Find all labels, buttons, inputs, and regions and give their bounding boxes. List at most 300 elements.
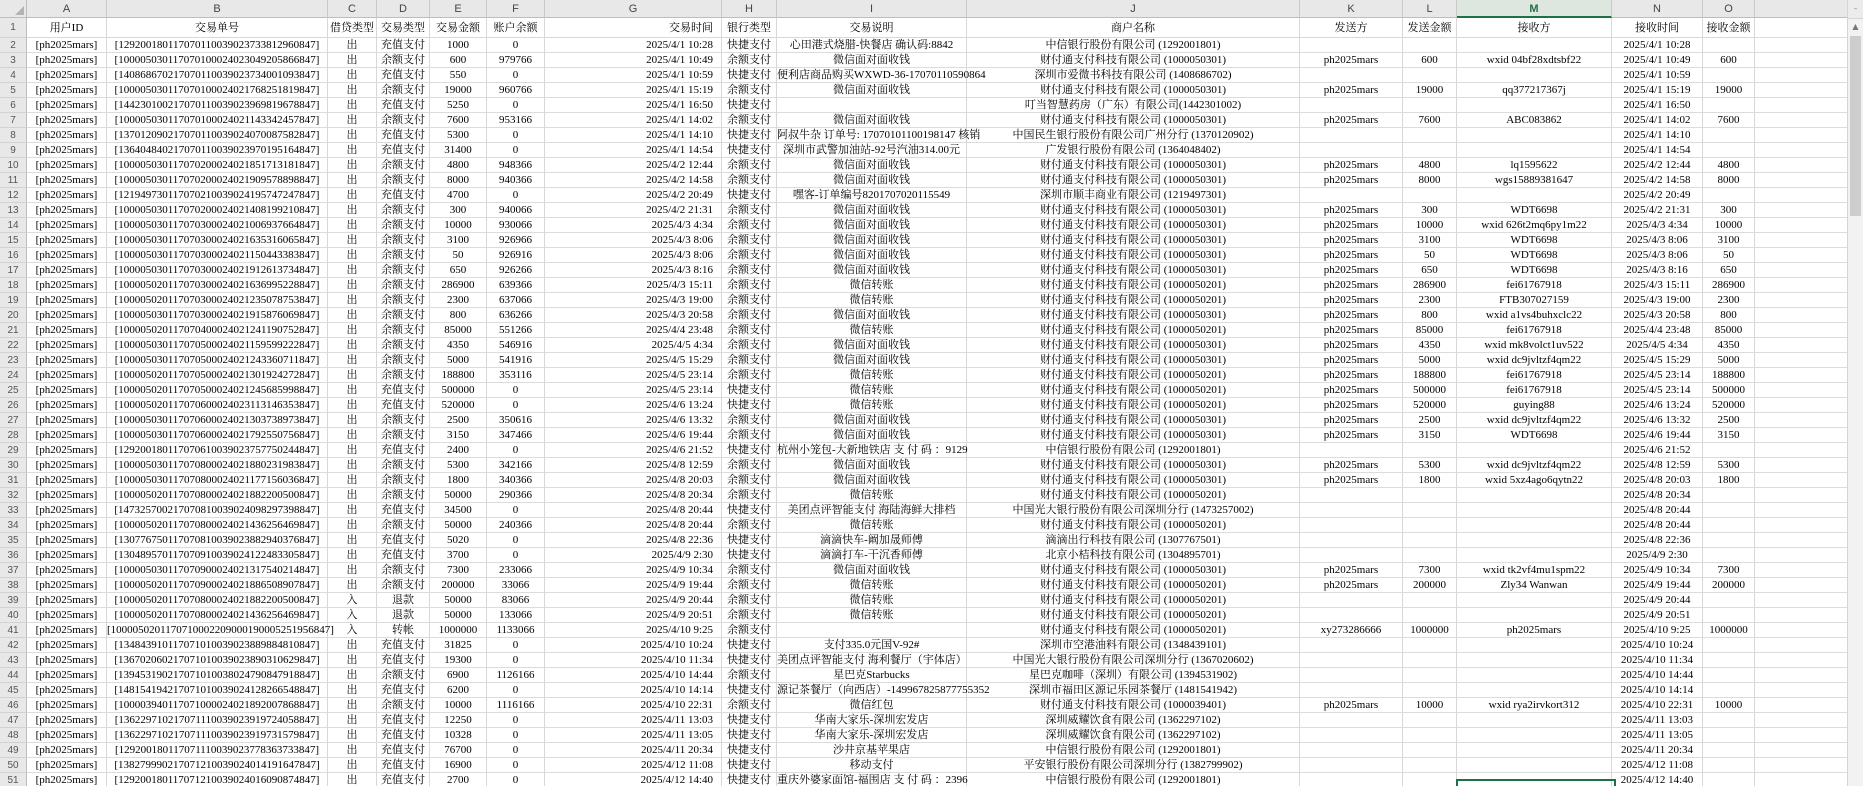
cell-N15[interactable]: 2025/4/3 8:06 xyxy=(1612,233,1703,248)
cell-D19[interactable]: 余额支付 xyxy=(377,293,430,308)
cell-J44[interactable]: 星巴克咖啡（深圳）有限公司 (1394531902) xyxy=(967,668,1300,683)
cell-G19[interactable]: 2025/4/3 19:00 xyxy=(545,293,722,308)
cell-N39[interactable]: 2025/4/9 20:44 xyxy=(1612,593,1703,608)
cell-C10[interactable]: 出 xyxy=(328,158,377,173)
cell-O49[interactable] xyxy=(1703,743,1755,758)
cell-G16[interactable]: 2025/4/3 8:06 xyxy=(545,248,722,263)
cell-H9[interactable]: 快捷支付 xyxy=(722,143,777,158)
cell-M5[interactable]: qq377217367j xyxy=(1457,83,1612,98)
cell-J8[interactable]: 中国民生银行股份有限公司广州分行 (1370120902) xyxy=(967,128,1300,143)
cell-I18[interactable]: 微信转账 xyxy=(777,278,967,293)
cell-G28[interactable]: 2025/4/6 19:44 xyxy=(545,428,722,443)
cell-B39[interactable]: [100005020117070800024021882200500847] xyxy=(107,593,328,608)
cell-L34[interactable] xyxy=(1403,518,1457,533)
cell-M40[interactable] xyxy=(1457,608,1612,623)
cell-I44[interactable]: 星巴克Starbucks xyxy=(777,668,967,683)
cell-F27[interactable]: 350616 xyxy=(487,413,545,428)
cell-E30[interactable]: 5300 xyxy=(430,458,487,473)
cell-C5[interactable]: 出 xyxy=(328,83,377,98)
cell-H43[interactable]: 快捷支付 xyxy=(722,653,777,668)
cell-D32[interactable]: 余额支付 xyxy=(377,488,430,503)
cell-C18[interactable]: 出 xyxy=(328,278,377,293)
column-header-O[interactable]: O xyxy=(1703,0,1755,18)
cell-H35[interactable]: 快捷支付 xyxy=(722,533,777,548)
cell-J31[interactable]: 财付通支付科技有限公司 (1000050301) xyxy=(967,473,1300,488)
cell-G21[interactable]: 2025/4/4 23:48 xyxy=(545,323,722,338)
cell-I8[interactable]: 阿叔牛杂 订单号: 17070101100198147 核销 xyxy=(777,129,981,141)
cell-L51[interactable] xyxy=(1403,773,1457,786)
cell-I30[interactable]: 微信面对面收钱 xyxy=(777,458,967,473)
cell-F20[interactable]: 636266 xyxy=(487,308,545,323)
cell-G14[interactable]: 2025/4/3 4:34 xyxy=(545,218,722,233)
row-number-32[interactable]: 32 xyxy=(0,488,27,503)
row-number-24[interactable]: 24 xyxy=(0,368,27,383)
cell-J6[interactable]: 叮当智慧药房（广东）有限公司(1442301002) xyxy=(967,98,1300,113)
cell-O4[interactable] xyxy=(1703,68,1755,83)
cell-L31[interactable]: 1800 xyxy=(1403,473,1457,488)
cell-A40[interactable]: [ph2025mars] xyxy=(27,608,107,623)
cell-B36[interactable]: [130489570117070910039024122483305847] xyxy=(107,548,328,563)
cell-J25[interactable]: 财付通支付科技有限公司 (1000050201) xyxy=(967,383,1300,398)
cell-C38[interactable]: 出 xyxy=(328,578,377,593)
cell-H20[interactable]: 余额支付 xyxy=(722,308,777,323)
cell-C25[interactable]: 出 xyxy=(328,383,377,398)
cell-H10[interactable]: 余额支付 xyxy=(722,158,777,173)
cell-O24[interactable]: 188800 xyxy=(1703,368,1755,383)
cell-E18[interactable]: 286900 xyxy=(430,278,487,293)
cell-I37[interactable]: 微信面对面收钱 xyxy=(777,563,967,578)
cell-L10[interactable]: 4800 xyxy=(1403,158,1457,173)
cell-B47[interactable]: [136229710217071110039023919724058847] xyxy=(107,713,328,728)
cell-K31[interactable]: ph2025mars xyxy=(1300,473,1403,488)
cell-K26[interactable]: ph2025mars xyxy=(1300,398,1403,413)
cell-F50[interactable]: 0 xyxy=(487,758,545,773)
cell-D49[interactable]: 充值支付 xyxy=(377,743,430,758)
cell-I43[interactable]: 美团点评智能支付 海利餐厅（宇体店） xyxy=(777,654,967,666)
cell-B18[interactable]: [100005020117070300024021636995228847] xyxy=(107,278,328,293)
cell-F29[interactable]: 0 xyxy=(487,443,545,458)
cell-N6[interactable]: 2025/4/1 16:50 xyxy=(1612,98,1703,113)
cell-G30[interactable]: 2025/4/8 12:59 xyxy=(545,458,722,473)
cell-L24[interactable]: 188800 xyxy=(1403,368,1457,383)
cell-O22[interactable]: 4350 xyxy=(1703,338,1755,353)
cell-O45[interactable] xyxy=(1703,683,1755,698)
cell-J50[interactable]: 平安银行股份有限公司深圳分行 (1382799902) xyxy=(967,758,1300,773)
column-header-J[interactable]: J xyxy=(967,0,1300,18)
cell-C24[interactable]: 出 xyxy=(328,368,377,383)
cell-G23[interactable]: 2025/4/5 15:29 xyxy=(545,353,722,368)
cell-N12[interactable]: 2025/4/2 20:49 xyxy=(1612,188,1703,203)
cell-O10[interactable]: 4800 xyxy=(1703,158,1755,173)
cell-B7[interactable]: [100005030117070100024021143342457847] xyxy=(107,113,328,128)
cell-O7[interactable]: 7600 xyxy=(1703,113,1755,128)
cell-E7[interactable]: 7600 xyxy=(430,113,487,128)
row-number-2[interactable]: 2 xyxy=(0,38,27,53)
cell-N9[interactable]: 2025/4/1 14:54 xyxy=(1612,143,1703,158)
cell-D1[interactable]: 交易类型 xyxy=(377,18,430,38)
cell-J35[interactable]: 滴滴出行科技有限公司 (1307767501) xyxy=(967,533,1300,548)
cell-O21[interactable]: 85000 xyxy=(1703,323,1755,338)
cell-D9[interactable]: 充值支付 xyxy=(377,143,430,158)
cell-N37[interactable]: 2025/4/9 10:34 xyxy=(1612,563,1703,578)
cell-J10[interactable]: 财付通支付科技有限公司 (1000050301) xyxy=(967,158,1300,173)
cell-L28[interactable]: 3150 xyxy=(1403,428,1457,443)
cell-E8[interactable]: 5300 xyxy=(430,128,487,143)
cell-I41[interactable] xyxy=(777,623,967,638)
cell-B15[interactable]: [100005030117070300024021635316065847] xyxy=(107,233,328,248)
cell-N46[interactable]: 2025/4/10 22:31 xyxy=(1612,698,1703,713)
cell-I6[interactable] xyxy=(777,98,967,113)
cell-H48[interactable]: 快捷支付 xyxy=(722,728,777,743)
cell-M32[interactable] xyxy=(1457,488,1612,503)
cell-O18[interactable]: 286900 xyxy=(1703,278,1755,293)
cell-K16[interactable]: ph2025mars xyxy=(1300,248,1403,263)
cell-N31[interactable]: 2025/4/8 20:03 xyxy=(1612,473,1703,488)
cell-H44[interactable]: 余额支付 xyxy=(722,668,777,683)
cell-G44[interactable]: 2025/4/10 14:44 xyxy=(545,668,722,683)
cell-C50[interactable]: 出 xyxy=(328,758,377,773)
cell-I27[interactable]: 微信面对面收钱 xyxy=(777,413,967,428)
cell-N4[interactable]: 2025/4/1 10:59 xyxy=(1612,68,1703,83)
row-number-4[interactable]: 4 xyxy=(0,68,27,83)
cell-A51[interactable]: [ph2025mars] xyxy=(27,773,107,786)
cell-I23[interactable]: 微信面对面收钱 xyxy=(777,353,967,368)
cell-G50[interactable]: 2025/4/12 11:08 xyxy=(545,758,722,773)
cell-N2[interactable]: 2025/4/1 10:28 xyxy=(1612,38,1703,53)
cell-K6[interactable] xyxy=(1300,98,1403,113)
cell-J13[interactable]: 财付通支付科技有限公司 (1000050301) xyxy=(967,203,1300,218)
cell-L8[interactable] xyxy=(1403,128,1457,143)
cell-F28[interactable]: 347466 xyxy=(487,428,545,443)
cell-B50[interactable]: [138279990217071210039024014191647847] xyxy=(107,758,328,773)
cell-J17[interactable]: 财付通支付科技有限公司 (1000050301) xyxy=(967,263,1300,278)
cell-M26[interactable]: guying88 xyxy=(1457,398,1612,413)
cell-E32[interactable]: 50000 xyxy=(430,488,487,503)
row-number-26[interactable]: 26 xyxy=(0,398,27,413)
cell-K28[interactable]: ph2025mars xyxy=(1300,428,1403,443)
cell-M3[interactable]: wxid 04bf28xdtsbf22 xyxy=(1457,53,1612,68)
column-header-M[interactable]: M xyxy=(1457,0,1612,18)
cell-M46[interactable]: wxid rya2irvkort312 xyxy=(1457,698,1612,713)
cell-I15[interactable]: 微信面对面收钱 xyxy=(777,233,967,248)
cell-O28[interactable]: 3150 xyxy=(1703,428,1755,443)
cell-B8[interactable]: [137012090217070110039024070087582847] xyxy=(107,128,328,143)
cell-A10[interactable]: [ph2025mars] xyxy=(27,158,107,173)
cell-J19[interactable]: 财付通支付科技有限公司 (1000050201) xyxy=(967,293,1300,308)
cell-H1[interactable]: 银行类型 xyxy=(722,18,777,38)
cell-K46[interactable]: ph2025mars xyxy=(1300,698,1403,713)
cell-D38[interactable]: 余额支付 xyxy=(377,578,430,593)
cell-F46[interactable]: 1116166 xyxy=(487,698,545,713)
cell-L6[interactable] xyxy=(1403,98,1457,113)
cell-M37[interactable]: wxid tk2vf4mu1spm22 xyxy=(1457,563,1612,578)
cell-M39[interactable] xyxy=(1457,593,1612,608)
cell-E5[interactable]: 19000 xyxy=(430,83,487,98)
cell-E41[interactable]: 1000000 xyxy=(430,623,487,638)
cell-K47[interactable] xyxy=(1300,713,1403,728)
cell-J1[interactable]: 商户名称 xyxy=(967,18,1300,38)
cell-F35[interactable]: 0 xyxy=(487,533,545,548)
cell-B45[interactable]: [148154194217071010039024128266548847] xyxy=(107,683,328,698)
cell-J23[interactable]: 财付通支付科技有限公司 (1000050301) xyxy=(967,353,1300,368)
cell-D14[interactable]: 余额支付 xyxy=(377,218,430,233)
cell-C37[interactable]: 出 xyxy=(328,563,377,578)
cell-G11[interactable]: 2025/4/2 14:58 xyxy=(545,173,722,188)
cell-D5[interactable]: 余额支付 xyxy=(377,83,430,98)
cell-L14[interactable]: 10000 xyxy=(1403,218,1457,233)
row-number-31[interactable]: 31 xyxy=(0,473,27,488)
cell-O36[interactable] xyxy=(1703,548,1755,563)
cell-F16[interactable]: 926916 xyxy=(487,248,545,263)
cell-H32[interactable]: 余额支付 xyxy=(722,488,777,503)
cell-G24[interactable]: 2025/4/5 23:14 xyxy=(545,368,722,383)
cell-D7[interactable]: 余额支付 xyxy=(377,113,430,128)
cell-F30[interactable]: 342166 xyxy=(487,458,545,473)
cell-N25[interactable]: 2025/4/5 23:14 xyxy=(1612,383,1703,398)
cell-M36[interactable] xyxy=(1457,548,1612,563)
cell-A4[interactable]: [ph2025mars] xyxy=(27,68,107,83)
cell-O5[interactable]: 19000 xyxy=(1703,83,1755,98)
cell-N5[interactable]: 2025/4/1 15:19 xyxy=(1612,83,1703,98)
cell-B49[interactable]: [129200180117071110039023778363733847] xyxy=(107,743,328,758)
cell-M11[interactable]: wgs15889381647 xyxy=(1457,173,1612,188)
cell-B32[interactable]: [100005020117070800024021882200500847] xyxy=(107,488,328,503)
cell-C8[interactable]: 出 xyxy=(328,128,377,143)
cell-N51[interactable]: 2025/4/12 14:40 xyxy=(1612,773,1703,786)
cell-J16[interactable]: 财付通支付科技有限公司 (1000050301) xyxy=(967,248,1300,263)
cell-A25[interactable]: [ph2025mars] xyxy=(27,383,107,398)
cell-I26[interactable]: 微信转账 xyxy=(777,398,967,413)
cell-K37[interactable]: ph2025mars xyxy=(1300,563,1403,578)
cell-O30[interactable]: 5300 xyxy=(1703,458,1755,473)
cell-I49[interactable]: 沙井京基苹果店 xyxy=(777,743,967,758)
cell-O20[interactable]: 800 xyxy=(1703,308,1755,323)
cell-D30[interactable]: 余额支付 xyxy=(377,458,430,473)
cell-H21[interactable]: 余额支付 xyxy=(722,323,777,338)
cell-J37[interactable]: 财付通支付科技有限公司 (1000050301) xyxy=(967,563,1300,578)
cell-A38[interactable]: [ph2025mars] xyxy=(27,578,107,593)
cell-H46[interactable]: 余额支付 xyxy=(722,698,777,713)
cell-C48[interactable]: 出 xyxy=(328,728,377,743)
cell-C29[interactable]: 出 xyxy=(328,443,377,458)
cell-B22[interactable]: [100005030117070500024021159599222847] xyxy=(107,338,328,353)
cell-E17[interactable]: 650 xyxy=(430,263,487,278)
cell-J33[interactable]: 中国光大银行股份有限公司深圳分行 (1473257002) xyxy=(967,503,1300,518)
cell-K17[interactable]: ph2025mars xyxy=(1300,263,1403,278)
cell-G48[interactable]: 2025/4/11 13:05 xyxy=(545,728,722,743)
cell-G17[interactable]: 2025/4/3 8:16 xyxy=(545,263,722,278)
cell-N26[interactable]: 2025/4/6 13:24 xyxy=(1612,398,1703,413)
cell-O13[interactable]: 300 xyxy=(1703,203,1755,218)
cell-O33[interactable] xyxy=(1703,503,1755,518)
cell-A46[interactable]: [ph2025mars] xyxy=(27,698,107,713)
cell-L23[interactable]: 5000 xyxy=(1403,353,1457,368)
cell-B41[interactable]: [1000050201170710002209000190005251956847] xyxy=(107,624,334,636)
cell-D12[interactable]: 充值支付 xyxy=(377,188,430,203)
cell-G29[interactable]: 2025/4/6 21:52 xyxy=(545,443,722,458)
cell-K40[interactable] xyxy=(1300,608,1403,623)
cell-L33[interactable] xyxy=(1403,503,1457,518)
cell-O19[interactable]: 2300 xyxy=(1703,293,1755,308)
cell-D2[interactable]: 充值支付 xyxy=(377,38,430,53)
cell-D21[interactable]: 余额支付 xyxy=(377,323,430,338)
cell-O37[interactable]: 7300 xyxy=(1703,563,1755,578)
cell-J3[interactable]: 财付通支付科技有限公司 (1000050301) xyxy=(967,53,1300,68)
cell-K36[interactable] xyxy=(1300,548,1403,563)
cell-B31[interactable]: [100005030117070800024021177156036847] xyxy=(107,473,328,488)
cell-O48[interactable] xyxy=(1703,728,1755,743)
cell-K32[interactable] xyxy=(1300,488,1403,503)
cell-F7[interactable]: 953166 xyxy=(487,113,545,128)
cell-K44[interactable] xyxy=(1300,668,1403,683)
cell-E14[interactable]: 10000 xyxy=(430,218,487,233)
cell-O25[interactable]: 500000 xyxy=(1703,383,1755,398)
cell-A47[interactable]: [ph2025mars] xyxy=(27,713,107,728)
cell-O44[interactable] xyxy=(1703,668,1755,683)
cell-B27[interactable]: [100005030117070600024021303738973847] xyxy=(107,413,328,428)
cell-I24[interactable]: 微信转账 xyxy=(777,368,967,383)
cell-M29[interactable] xyxy=(1457,443,1612,458)
cell-O2[interactable] xyxy=(1703,38,1755,53)
cell-O26[interactable]: 520000 xyxy=(1703,398,1755,413)
cell-G37[interactable]: 2025/4/9 10:34 xyxy=(545,563,722,578)
cell-I50[interactable]: 移动支付 xyxy=(777,758,967,773)
cell-D16[interactable]: 余额支付 xyxy=(377,248,430,263)
cell-J9[interactable]: 广发银行股份有限公司 (1364048402) xyxy=(967,143,1300,158)
cell-N34[interactable]: 2025/4/8 20:44 xyxy=(1612,518,1703,533)
cell-A35[interactable]: [ph2025mars] xyxy=(27,533,107,548)
cell-E19[interactable]: 2300 xyxy=(430,293,487,308)
cell-E11[interactable]: 8000 xyxy=(430,173,487,188)
cell-B21[interactable]: [100005020117070400024021241190752847] xyxy=(107,323,328,338)
cell-J36[interactable]: 北京小桔科技有限公司 (1304895701) xyxy=(967,548,1300,563)
cell-B48[interactable]: [136229710217071110039023919731579847] xyxy=(107,728,328,743)
cell-E36[interactable]: 3700 xyxy=(430,548,487,563)
cell-H47[interactable]: 快捷支付 xyxy=(722,713,777,728)
cell-B1[interactable]: 交易单号 xyxy=(107,18,328,38)
cell-J42[interactable]: 深圳市空港油料有限公司 (1348439101) xyxy=(967,638,1300,653)
cell-K51[interactable] xyxy=(1300,773,1403,786)
cell-M33[interactable] xyxy=(1457,503,1612,518)
cell-G34[interactable]: 2025/4/8 20:44 xyxy=(545,518,722,533)
cell-H19[interactable]: 余额支付 xyxy=(722,293,777,308)
cell-B10[interactable]: [100005030117070200024021851713181847] xyxy=(107,158,328,173)
cell-H11[interactable]: 余额支付 xyxy=(722,173,777,188)
cell-M15[interactable]: WDT6698 xyxy=(1457,233,1612,248)
cell-F13[interactable]: 940066 xyxy=(487,203,545,218)
cell-G22[interactable]: 2025/4/5 4:34 xyxy=(545,338,722,353)
cell-L27[interactable]: 2500 xyxy=(1403,413,1457,428)
cell-D43[interactable]: 充值支付 xyxy=(377,653,430,668)
cell-B4[interactable]: [140868670217070110039023734001093847] xyxy=(107,68,328,83)
cell-E28[interactable]: 3150 xyxy=(430,428,487,443)
cell-H38[interactable]: 余额支付 xyxy=(722,578,777,593)
cell-I31[interactable]: 微信面对面收钱 xyxy=(777,473,967,488)
cell-I2[interactable]: 心田港式烧腊-快餐店 确认码:8842 xyxy=(777,38,967,53)
cell-O3[interactable]: 600 xyxy=(1703,53,1755,68)
cell-L35[interactable] xyxy=(1403,533,1457,548)
cell-L50[interactable] xyxy=(1403,758,1457,773)
cell-I20[interactable]: 微信面对面收钱 xyxy=(777,308,967,323)
cell-F4[interactable]: 0 xyxy=(487,68,545,83)
cell-K27[interactable]: ph2025mars xyxy=(1300,413,1403,428)
cell-D39[interactable]: 退款 xyxy=(377,593,430,608)
cell-E35[interactable]: 5020 xyxy=(430,533,487,548)
row-number-20[interactable]: 20 xyxy=(0,308,27,323)
cell-D37[interactable]: 余额支付 xyxy=(377,563,430,578)
cell-K8[interactable] xyxy=(1300,128,1403,143)
cell-M13[interactable]: WDT6698 xyxy=(1457,203,1612,218)
row-number-15[interactable]: 15 xyxy=(0,233,27,248)
cell-K3[interactable]: ph2025mars xyxy=(1300,53,1403,68)
cell-G39[interactable]: 2025/4/9 20:44 xyxy=(545,593,722,608)
cell-L42[interactable] xyxy=(1403,638,1457,653)
cell-M51[interactable] xyxy=(1457,773,1612,786)
cell-A29[interactable]: [ph2025mars] xyxy=(27,443,107,458)
cell-C2[interactable]: 出 xyxy=(328,38,377,53)
cell-E27[interactable]: 2500 xyxy=(430,413,487,428)
cell-I25[interactable]: 微信转账 xyxy=(777,383,967,398)
cell-K25[interactable]: ph2025mars xyxy=(1300,383,1403,398)
cell-H2[interactable]: 快捷支付 xyxy=(722,38,777,53)
cell-A14[interactable]: [ph2025mars] xyxy=(27,218,107,233)
cell-D47[interactable]: 充值支付 xyxy=(377,713,430,728)
cell-N16[interactable]: 2025/4/3 8:06 xyxy=(1612,248,1703,263)
cell-B34[interactable]: [100005020117070800024021436256469847] xyxy=(107,518,328,533)
cell-O47[interactable] xyxy=(1703,713,1755,728)
column-header-A[interactable]: A xyxy=(27,0,107,18)
cell-D13[interactable]: 余额支付 xyxy=(377,203,430,218)
cell-N13[interactable]: 2025/4/2 21:31 xyxy=(1612,203,1703,218)
cell-E33[interactable]: 34500 xyxy=(430,503,487,518)
row-number-19[interactable]: 19 xyxy=(0,293,27,308)
cell-H42[interactable]: 快捷支付 xyxy=(722,638,777,653)
cell-J26[interactable]: 财付通支付科技有限公司 (1000050201) xyxy=(967,398,1300,413)
cell-F22[interactable]: 546916 xyxy=(487,338,545,353)
cell-L37[interactable]: 7300 xyxy=(1403,563,1457,578)
cell-A28[interactable]: [ph2025mars] xyxy=(27,428,107,443)
cell-A11[interactable]: [ph2025mars] xyxy=(27,173,107,188)
cell-J21[interactable]: 财付通支付科技有限公司 (1000050201) xyxy=(967,323,1300,338)
cell-O8[interactable] xyxy=(1703,128,1755,143)
cell-J45[interactable]: 深圳市福田区源记乐园茶餐厅 (1481541942) xyxy=(967,683,1300,698)
cell-L18[interactable]: 286900 xyxy=(1403,278,1457,293)
cell-N24[interactable]: 2025/4/5 23:14 xyxy=(1612,368,1703,383)
cell-M27[interactable]: wxid dc9jvltzf4qm22 xyxy=(1457,413,1612,428)
cell-N32[interactable]: 2025/4/8 20:34 xyxy=(1612,488,1703,503)
row-number-28[interactable]: 28 xyxy=(0,428,27,443)
cell-F40[interactable]: 133066 xyxy=(487,608,545,623)
cell-J18[interactable]: 财付通支付科技有限公司 (1000050201) xyxy=(967,278,1300,293)
cell-O16[interactable]: 50 xyxy=(1703,248,1755,263)
cell-I47[interactable]: 华南大家乐-深圳宏发店 xyxy=(777,713,967,728)
cell-O9[interactable] xyxy=(1703,143,1755,158)
cell-K34[interactable] xyxy=(1300,518,1403,533)
cell-B6[interactable]: [144230100217070110039023969819678847] xyxy=(107,98,328,113)
cell-A50[interactable]: [ph2025mars] xyxy=(27,758,107,773)
cell-N41[interactable]: 2025/4/10 9:25 xyxy=(1612,623,1703,638)
row-number-12[interactable]: 12 xyxy=(0,188,27,203)
cell-N35[interactable]: 2025/4/8 22:36 xyxy=(1612,533,1703,548)
row-number-44[interactable]: 44 xyxy=(0,668,27,683)
cell-I29[interactable]: 杭州小笼包-大新地铁店 支 付 码 ：9129 xyxy=(777,444,968,456)
cell-D31[interactable]: 余额支付 xyxy=(377,473,430,488)
cell-O23[interactable]: 5000 xyxy=(1703,353,1755,368)
cell-B20[interactable]: [100005030117070300024021915876069847] xyxy=(107,308,328,323)
cell-K7[interactable]: ph2025mars xyxy=(1300,113,1403,128)
cell-A22[interactable]: [ph2025mars] xyxy=(27,338,107,353)
cell-I42[interactable]: 支付335.0元国V-92# xyxy=(777,638,967,653)
